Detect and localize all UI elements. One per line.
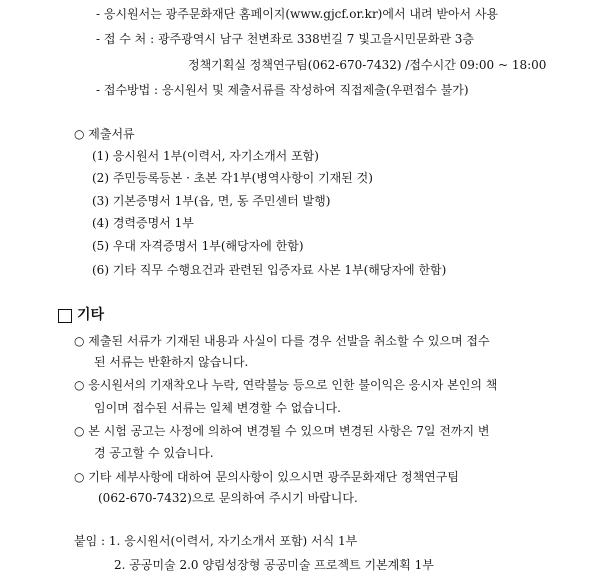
checkbox-square-icon bbox=[58, 309, 72, 323]
application-download-line: - 응시원서는 광주문화재단 홈페이지(www.gjcf.or.kr)에서 내려 받아서 사용 bbox=[96, 7, 499, 21]
document-item: (1) 응시원서 1부(이력서, 자기소개서 포함) bbox=[92, 149, 319, 163]
attachment-line: 붙임 : 1. 응시원서(이력서, 자기소개서 포함) 서식 1부 bbox=[74, 534, 358, 548]
note-line: ○ 기타 세부사항에 대하여 문의사항이 있으시면 광주문화재단 정책연구팀 bbox=[74, 470, 459, 484]
note-line: 경 공고할 수 있습니다. bbox=[94, 446, 214, 460]
section-heading-other: 기타 bbox=[77, 307, 105, 323]
documents-title: ○ 제출서류 bbox=[74, 127, 135, 141]
note-line: 임이며 접수된 서류는 일체 변경할 수 없습니다. bbox=[94, 401, 341, 415]
document-item: (6) 기타 직무 수행요건과 관련된 입증자료 사본 1부(해당자에 한함) bbox=[92, 263, 447, 277]
application-method-line: - 접수방법 : 응시원서 및 제출서류를 작성하여 직접제출(우편접수 불가) bbox=[96, 83, 469, 97]
application-contact-line: 정책기획실 정책연구팀(062-670-7432) /접수시간 09:00 ~ 18:00 bbox=[188, 58, 547, 72]
application-location-line: - 접 수 처 : 광주광역시 남구 천변좌로 338번길 7 빛고을시민문화관 3층 bbox=[96, 32, 475, 46]
note-line: 된 서류는 반환하지 않습니다. bbox=[94, 355, 249, 369]
note-line: ○ 본 시험 공고는 사정에 의하여 변경될 수 있으며 변경된 사항은 7일 전까지 변 bbox=[74, 424, 490, 438]
document-item: (2) 주민등록등본 · 초본 각1부(병역사항이 기재된 것) bbox=[92, 171, 373, 185]
document-item: (4) 경력증명서 1부 bbox=[92, 216, 194, 230]
attachment-line: 2. 공공미술 2.0 양림성장형 공공미술 프로젝트 기본계획 1부 bbox=[114, 558, 434, 572]
note-line: ○ 제출된 서류가 기재된 내용과 사실이 다를 경우 선발을 취소할 수 있으며 접수 bbox=[74, 334, 490, 348]
document-item: (5) 우대 자격증명서 1부(해당자에 한함) bbox=[92, 239, 304, 253]
note-line: (062-670-7432)으로 문의하여 주시기 바랍니다. bbox=[98, 491, 358, 505]
document-item: (3) 기본증명서 1부(읍, 면, 동 주민센터 발행) bbox=[92, 194, 331, 208]
note-line: ○ 응시원서의 기재착오나 누락, 연락불능 등으로 인한 불이익은 응시자 본인의 책 bbox=[74, 378, 498, 392]
